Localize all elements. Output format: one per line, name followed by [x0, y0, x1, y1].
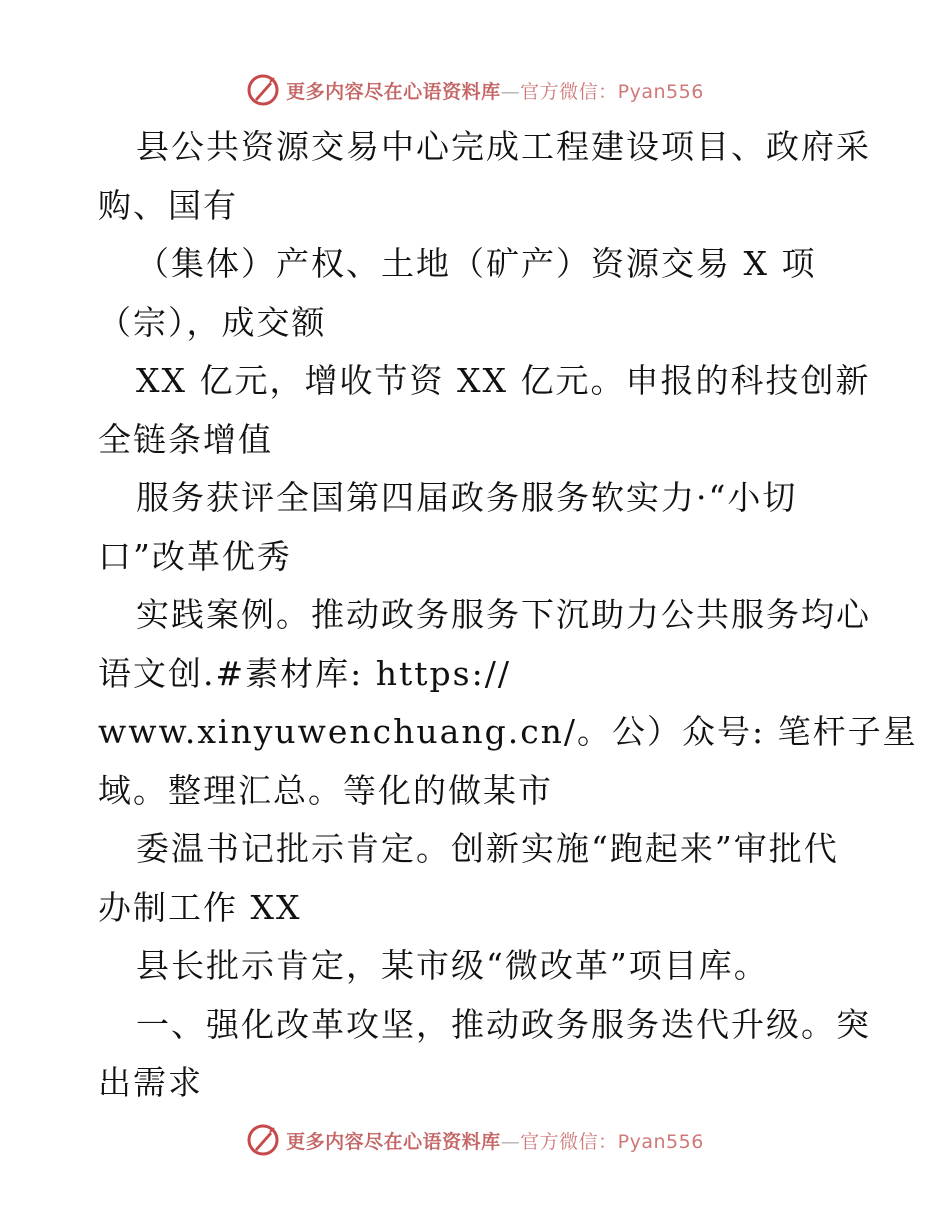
watermark-contact: 官方微信：Pyan556 — [520, 1130, 704, 1153]
watermark-contact: 官方微信：Pyan556 — [520, 80, 704, 103]
text-line: 出需求 — [98, 1063, 203, 1102]
text-line: 语文创.#素材库: https:// — [98, 653, 511, 693]
watermark-separator: — — [500, 80, 521, 103]
watermark-main: 更多内容尽在心语资料库 — [286, 1130, 501, 1153]
watermark-main: 更多内容尽在心语资料库 — [286, 80, 501, 103]
text-line: XX 亿元，增收节资 XX 亿元。申报的科技创新 — [136, 361, 871, 400]
text-line: 一、强化改革攻坚，推动政务服务迭代升级。突 — [136, 1004, 871, 1044]
body-text — [98, 118, 918, 1113]
text-line: 全链条增值 — [98, 419, 273, 459]
quill-logo-icon — [246, 1123, 280, 1157]
text-line: 办制工作 XX — [98, 887, 302, 927]
header-watermark — [0, 70, 950, 110]
text-line: 实践案例。推动政务服务下沉助力公共服务均心 — [136, 595, 871, 634]
text-line: 委温书记批示肯定。创新实施“跑起来”审批代 — [136, 829, 839, 868]
watermark-text — [286, 1127, 704, 1154]
text-line: （宗），成交额 — [98, 302, 327, 342]
text-line: 域。整理汇总。等化的做某市 — [98, 770, 553, 810]
footer-watermark — [0, 1120, 950, 1160]
watermark-separator: — — [500, 1130, 521, 1153]
text-line: 购、国有 — [98, 185, 238, 225]
text-line: 县长批示肯定，某市级“微改革”项目库。 — [136, 946, 769, 985]
watermark-text — [286, 77, 704, 104]
text-line: 口”改革优秀 — [98, 536, 292, 576]
text-line: www.xinyuwenchuang.cn/。公）众号: 笔杆子星 — [98, 712, 918, 751]
text-line: （集体）产权、土地（矿产）资源交易 X 项 — [136, 244, 817, 283]
text-line: 县公共资源交易中心完成工程建设项目、政府采 — [136, 127, 871, 166]
text-line: 服务获评全国第四届政务服务软实力·“小切 — [136, 478, 798, 517]
quill-logo-icon — [246, 73, 280, 107]
